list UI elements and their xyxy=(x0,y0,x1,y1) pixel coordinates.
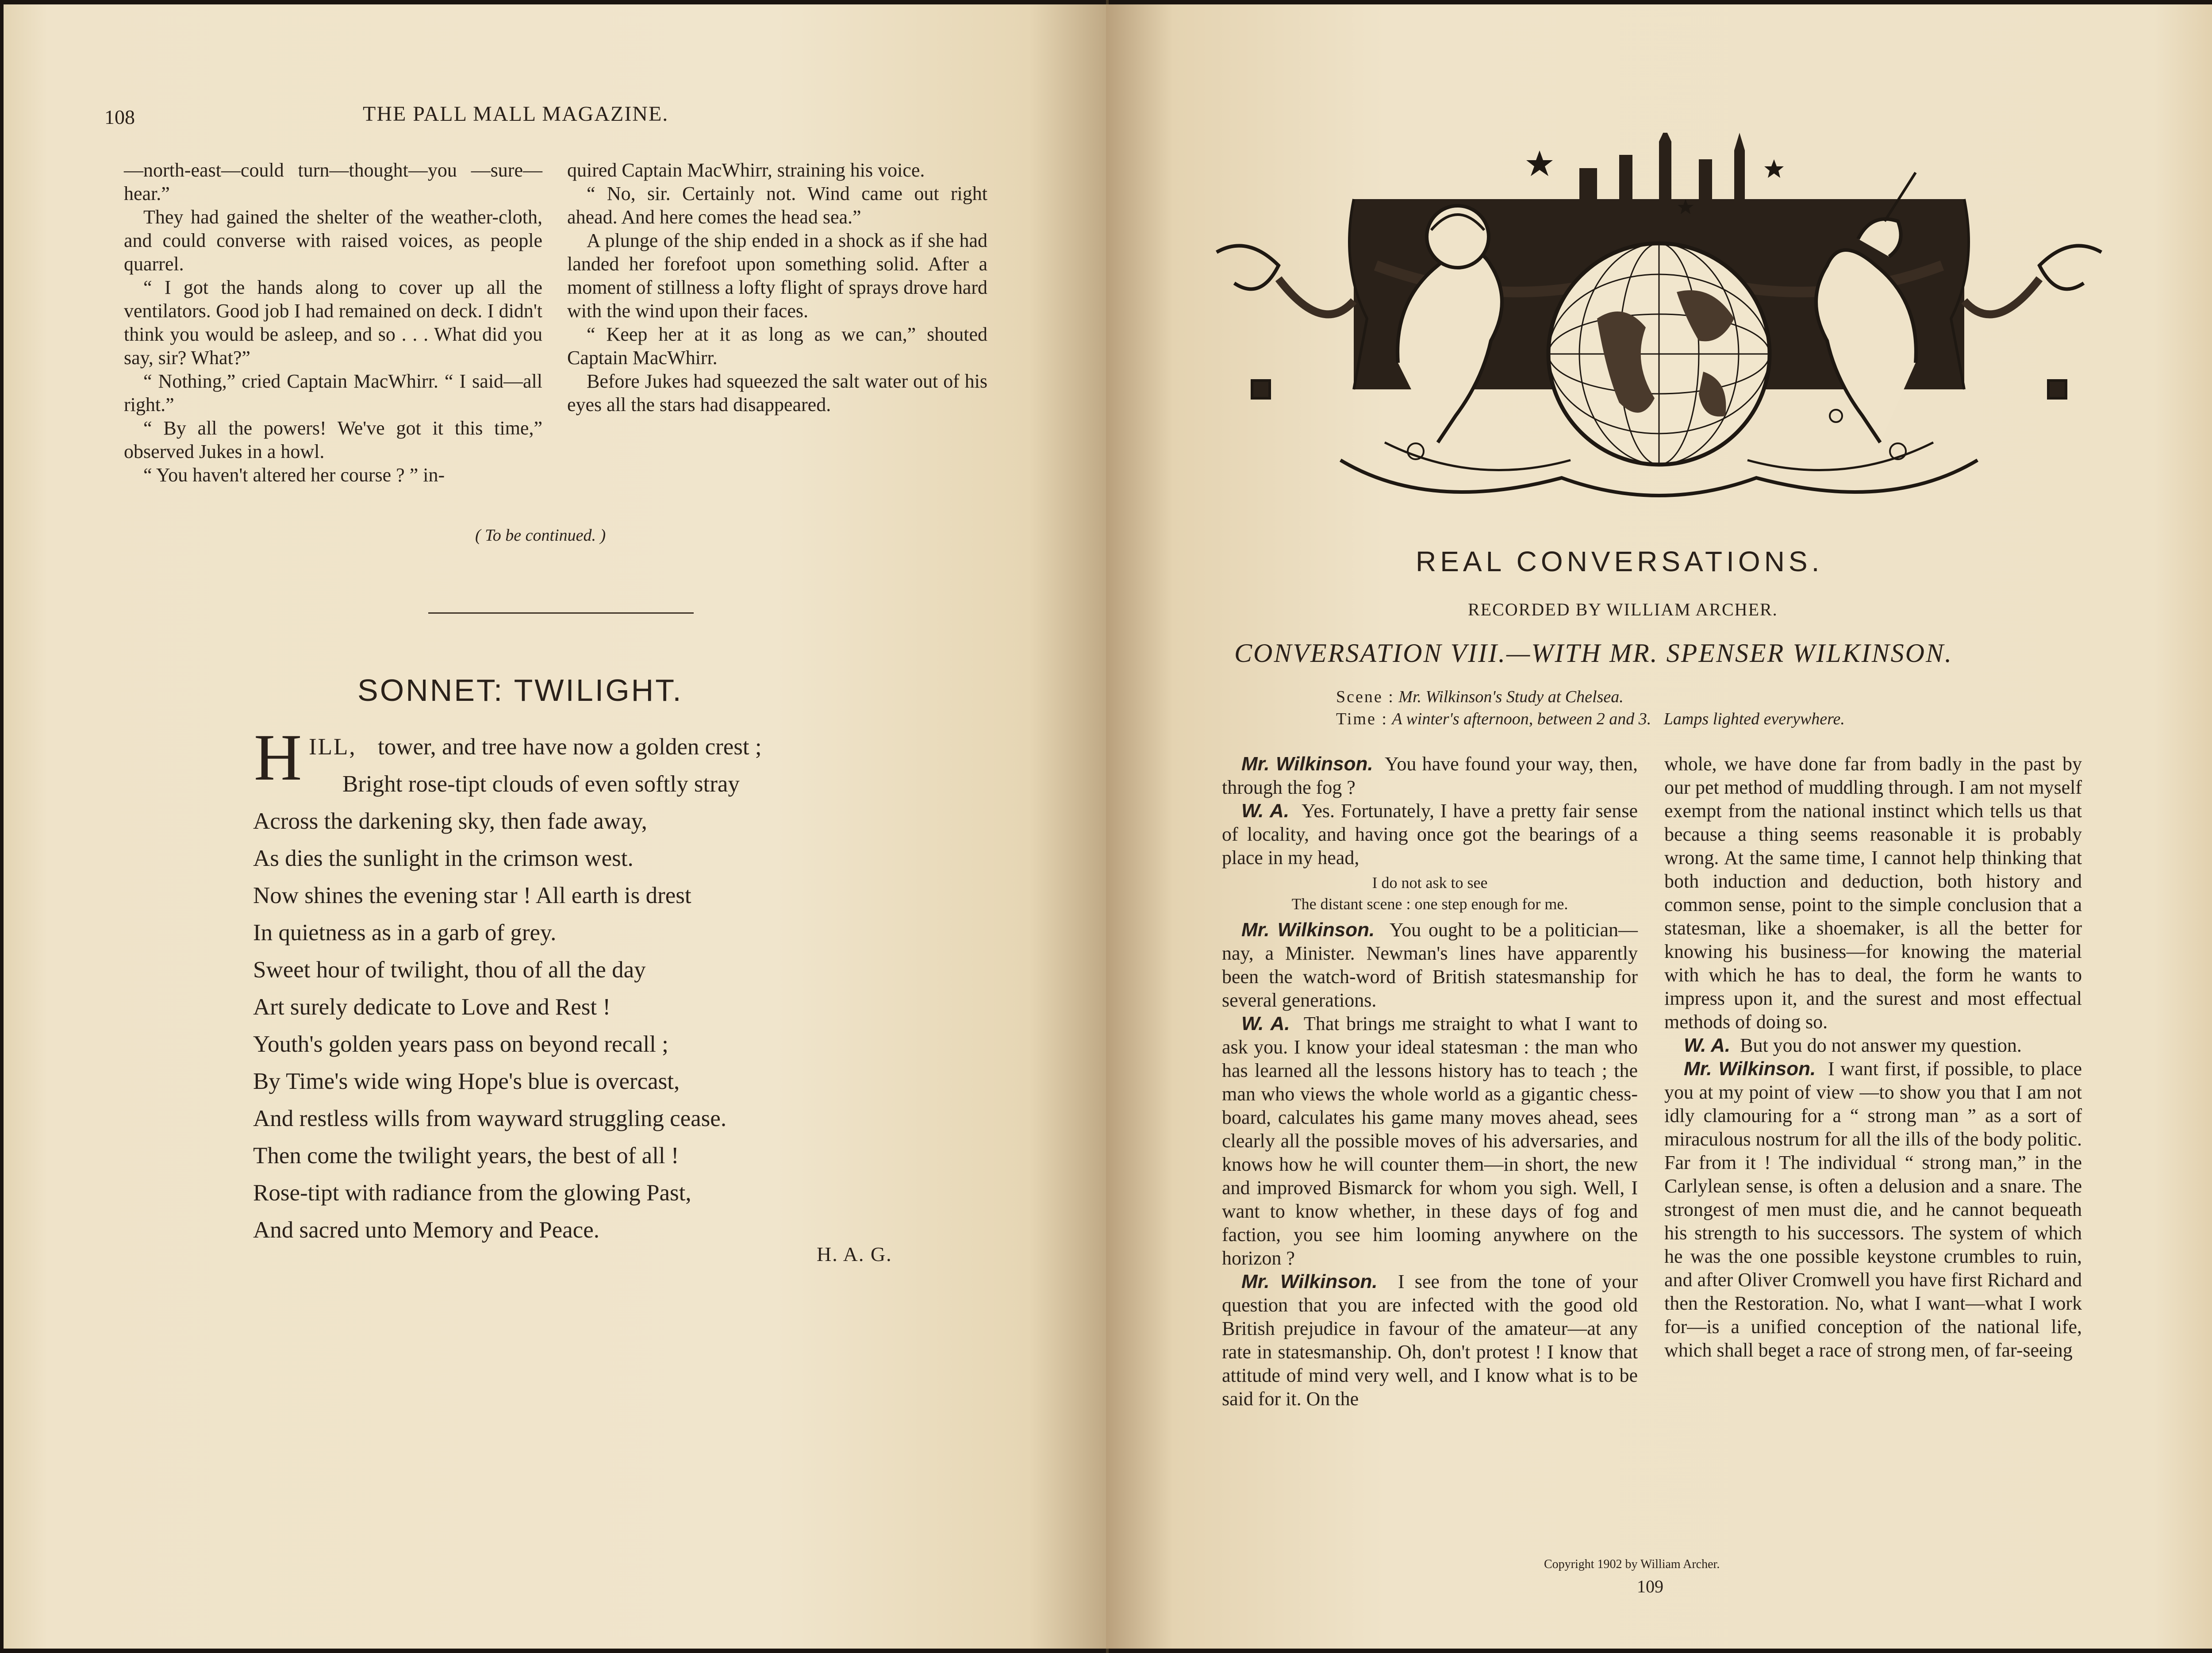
scene-label: Scene : xyxy=(1336,688,1394,706)
story-para: quired Captain MacWhirr, straining his voice. xyxy=(567,159,925,181)
sonnet-first-word: ILL, xyxy=(309,734,357,760)
article-subtitle: CONVERSATION VIII.—WITH MR. SPENSER WILKINSON. xyxy=(1234,638,1953,668)
conversation-column-1 xyxy=(1222,752,1638,1411)
article-title: REAL CONVERSATIONS. xyxy=(1416,546,1824,577)
quote-line: I do not ask to see xyxy=(1372,874,1488,892)
heraldic-headpiece-illustration xyxy=(1208,133,2110,540)
sonnet-line: Youth's golden years pass on beyond recall ; xyxy=(253,1031,668,1057)
sonnet-line: Sweet hour of twilight, thou of all the day xyxy=(253,957,646,983)
sonnet-line: In quietness as in a garb of grey. xyxy=(253,920,557,946)
sonnet-line: Bright rose-tipt clouds of even softly stray xyxy=(342,771,740,797)
to-be-continued: ( To be continued. ) xyxy=(475,526,606,545)
story-para: Before Jukes had squeezed the salt water out of his eyes all the stars had disappeared. xyxy=(567,370,987,415)
right-folio: 109 xyxy=(1637,1576,1663,1596)
dialogue-text: You ought to be a politician—nay, a Minister. Newman's lines have apparently been the watch-word of British statesmanship for several generations. xyxy=(1222,919,1638,1011)
conversation-column-2 xyxy=(1664,752,2082,1362)
dialogue-text: But you do not answer my question. xyxy=(1740,1034,2022,1056)
sonnet-title: SONNET: TWILIGHT. xyxy=(357,673,683,707)
story-para: —north-east—could turn—thought—you —sure—hear.” xyxy=(124,159,542,204)
time-text-num: 2 and 3. xyxy=(1596,710,1651,728)
speaker: W. A. xyxy=(1241,800,1290,822)
time-line xyxy=(1336,708,1845,730)
scene-text: Mr. Wilkinson's Study at Chelsea. xyxy=(1398,688,1624,706)
copyright-notice: Copyright 1902 by William Archer. xyxy=(1544,1557,1720,1571)
dialogue-para: whole, we have done far from badly in the past by our pet method of muddling through. I am not myself exempt from the national instinct which tells us that because a thing seems reasonable it is probably wrong. At the same time, I cannot help thinking that both induction and deduction, both history and common sense, point to the simple conclusion that a statesman, like a shoemaker, is all the better for knowing his business—for knowing the material with which he has to deal, the form he wants to impress upon it, and the surest and most effectual methods of doing so. xyxy=(1664,753,2082,1033)
sonnet-line: And sacred unto Memory and Peace. xyxy=(253,1217,599,1243)
story-para: They had gained the shelter of the weather-cloth, and could converse with raised voices, as people quarrel. xyxy=(124,206,542,275)
sonnet-line: Then come the twilight years, the best of all ! xyxy=(253,1143,679,1169)
dialogue-text: That brings me straight to what I want to ask you. I know your ideal statesman : the man who has learned all the lessons history has to teach ; the man who views the whole world as a gigantic chess-board, calculates his game many moves ahead, sees clearly all the possible moves of his adversaries, and knows how he will counter them—in short, the new and improved Bismarck for whom you sigh. Well, I want to know whether, in these days of fog and faction, you see him looming anywhere on the horizon ? xyxy=(1222,1013,1638,1269)
story-para: “ I got the hands along to cover up all the ventilators. Good job I had remained on deck. I didn't think you would be asleep, and so . . . What did you say, sir? What?” xyxy=(124,277,542,369)
sonnet-line: Across the darkening sky, then fade away, xyxy=(253,808,647,834)
left-page xyxy=(4,4,1106,1649)
sonnet-line: Art surely dedicate to Love and Rest ! xyxy=(253,994,611,1020)
dialogue-para xyxy=(1222,918,1638,1012)
speaker: Mr. Wilkinson. xyxy=(1684,1058,1816,1080)
sonnet-body xyxy=(4,4,1106,1649)
sonnet-author: H. A. G. xyxy=(817,1243,892,1265)
speaker: W. A. xyxy=(1241,1013,1290,1034)
story-para: A plunge of the ship ended in a shock as if she had landed her forefoot upon something solid. After a moment of stillness a lofty flight of sprays drove hard with the wind upon their faces. xyxy=(567,230,987,322)
time-text: A winter's afternoon, between xyxy=(1392,710,1593,728)
time-label: Time : xyxy=(1336,710,1388,728)
sonnet-line: tower, and tree have now a golden crest ; xyxy=(378,734,762,760)
right-page xyxy=(1106,4,2212,1649)
dialogue-text: I want first, if possible, to place you at my point of view —to show you that I am not idly clamouring for a “ strong man ” as a sort of miraculous nostrum for all the ills of the body politic. Far from it ! The individual “ strong man,” in the Carlylean sense, is often a delusion and a snare. The strongest of men must die, and he cannot bequeath his strength to his successors. The system of which he was the one possible keystone crumbles to ruin, and after Oliver Cromwell you have first Richard and then the Restoration. No, what I want—what I work for—is a unified conception of the national life, which shall beget a race of strong men, of far-seeing xyxy=(1664,1058,2082,1361)
dialogue-para xyxy=(1222,1270,1638,1411)
quoted-verse xyxy=(1222,872,1638,915)
story-para: “ By all the powers! We've got it this time,” observed Jukes in a howl. xyxy=(124,417,542,462)
speaker: Mr. Wilkinson. xyxy=(1241,919,1375,941)
speaker: Mr. Wilkinson. xyxy=(1241,1271,1378,1292)
dialogue-text: Yes. Fortunately, I have a pretty fair sense of locality, and having once got the bearings of a place in my head, xyxy=(1222,800,1638,869)
running-head: THE PALL MALL MAGAZINE. xyxy=(363,102,669,126)
left-folio: 108 xyxy=(104,106,135,128)
dialogue-text: You have found your way, then, through the fog ? xyxy=(1222,753,1638,798)
story-para: “ Nothing,” cried Captain MacWhirr. “ I said—all right.” xyxy=(124,370,542,415)
sonnet-line: As dies the sunlight in the crimson west. xyxy=(253,846,634,871)
story-para: “ Keep her at it as long as we can,” shouted Captain MacWhirr. xyxy=(567,323,987,369)
drop-cap: H xyxy=(254,721,302,794)
sonnet-line: Now shines the evening star ! All earth is drest xyxy=(253,883,691,908)
dialogue-para xyxy=(1222,799,1638,869)
dialogue-para xyxy=(1222,1012,1638,1270)
quote-line: The distant scene : one step enough for me. xyxy=(1291,895,1568,913)
dialogue-para xyxy=(1664,1057,2082,1362)
scene-line xyxy=(1336,686,1624,708)
dialogue-para xyxy=(1222,752,1638,799)
story-para: “ No, sir. Certainly not. Wind came out right ahead. And here comes the head sea.” xyxy=(567,183,987,228)
sonnet-line: Rose-tipt with radiance from the glowing Past, xyxy=(253,1180,691,1206)
dialogue-text: I see from the tone of your question that you are infected with the good old British prejudice in favour of the amateur—at any rate in statesmanship. Oh, don't protest ! I know that attitude of mind very well, and I know what is to be said for it. On the xyxy=(1222,1271,1638,1410)
speaker: W. A. xyxy=(1684,1034,1731,1056)
sonnet-line: And restless wills from wayward struggling cease. xyxy=(253,1106,727,1131)
speaker: Mr. Wilkinson. xyxy=(1241,753,1373,775)
sonnet-line: By Time's wide wing Hope's blue is overcast, xyxy=(253,1069,680,1094)
dialogue-para xyxy=(1664,1034,2082,1057)
time-text-lamps: Lamps lighted everywhere. xyxy=(1663,710,1845,728)
story-para: “ You haven't altered her course ? ” in- xyxy=(143,464,445,486)
article-byline: RECORDED BY WILLIAM ARCHER. xyxy=(1468,600,1778,619)
